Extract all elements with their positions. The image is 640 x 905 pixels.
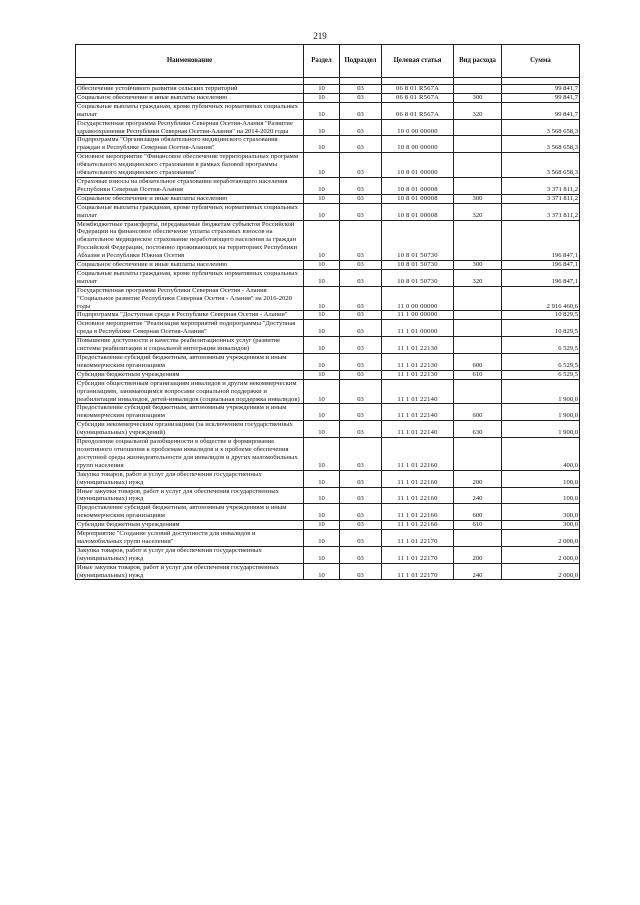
table-row xyxy=(76,521,580,530)
cell-section: 10 xyxy=(304,93,340,102)
cell-sum: 6 529,5 xyxy=(502,370,580,379)
cell-name: Преодоление социальной разобщенности в обществе и формирование позитивного отношения к проблемам инвалидов и к проблеме обеспечения доступной среды жизнедеятельности для инвалидов и других маломобильных групп населения xyxy=(76,438,304,471)
cell-section: 10 xyxy=(304,487,340,504)
cell-sum: 3 371 811,2 xyxy=(502,203,580,220)
cell-target: 11 1 01 22170 xyxy=(382,563,454,580)
cell-subsection: 03 xyxy=(340,102,382,119)
cell-target: 06 8 01 R567A xyxy=(382,102,454,119)
cell-sum: 99 841,7 xyxy=(502,93,580,102)
cell-subsection: 03 xyxy=(340,93,382,102)
cell-expense xyxy=(454,85,502,94)
cell-target: 11 1 01 22170 xyxy=(382,546,454,563)
cell-sum: 100,0 xyxy=(502,470,580,487)
cell-sum: 3 568 658,3 xyxy=(502,119,580,136)
cell-subsection: 03 xyxy=(340,220,382,261)
cell-name: Социальные выплаты гражданам, кроме публичных нормативных социальных выплат xyxy=(76,269,304,286)
cell-subsection: 03 xyxy=(340,337,382,354)
cell-target: 10 8 01 00008 xyxy=(382,177,454,194)
cell-section: 10 xyxy=(304,261,340,270)
cell-expense xyxy=(454,320,502,337)
table-row xyxy=(76,136,580,153)
cell-target: 10 0 00 00000 xyxy=(382,119,454,136)
cell-name: Предоставление субсидий бюджетным, автономным учреждениям и иным некоммерческим организациям xyxy=(76,504,304,521)
cell-sum: 1 900,0 xyxy=(502,421,580,438)
cell-expense: 630 xyxy=(454,421,502,438)
cell-sum: 196 847,1 xyxy=(502,261,580,270)
cell-name: Субсидии общественным организациям инвалидов и другим некоммерческим организациям, занимающимся вопросами социальной поддержки и реабилитации инвалидов, детей-инвалидов (социальная поддержка инвалидов) xyxy=(76,379,304,404)
cell-name: Субсидии бюджетным учреждениям xyxy=(76,521,304,530)
cell-name: Межбюджетные трансферты, передаваемые бюджетам субъектов Российской Федерации на финансовое обеспечение уплаты страховых взносов на обязательное медицинское страхование неработающего населения за граждан Российской Федерации, постоянно проживающих на территориях Республики Абхазия и Республики Южная Осетия xyxy=(76,220,304,261)
cell-name: Социальные выплаты гражданам, кроме публичных нормативных социальных выплат xyxy=(76,203,304,220)
cell-section: 10 xyxy=(304,404,340,421)
cell-target: 06 8 01 R567A xyxy=(382,93,454,102)
table-row xyxy=(76,286,580,311)
header-target: Целевая статья xyxy=(382,45,454,78)
table-row xyxy=(76,85,580,94)
cell-expense: 240 xyxy=(454,563,502,580)
cell-target: 11 1 01 22130 xyxy=(382,370,454,379)
cell-expense: 240 xyxy=(454,487,502,504)
cell-target: 11 1 01 22160 xyxy=(382,438,454,471)
header-expense: Вид расхода xyxy=(454,45,502,78)
cell-expense xyxy=(454,119,502,136)
cell-expense xyxy=(454,337,502,354)
table-header xyxy=(76,45,580,78)
cell-name: Социальное обеспечение и иные выплаты населению xyxy=(76,261,304,270)
cell-section: 10 xyxy=(304,269,340,286)
cell-subsection: 03 xyxy=(340,269,382,286)
table-row xyxy=(76,546,580,563)
cell-section: 10 xyxy=(304,370,340,379)
cell-target: 11 1 01 22170 xyxy=(382,530,454,547)
cell-sum: 3 568 658,3 xyxy=(502,153,580,178)
cell-sum: 1 900,0 xyxy=(502,404,580,421)
cell-name: Подпрограмма "Организация обязательного медицинского страхования граждан в Республике Северная Осетия-Алания" xyxy=(76,136,304,153)
cell-sum: 2 000,0 xyxy=(502,563,580,580)
cell-name: Мероприятие "Создание условий доступности для инвалидов и маломобильных групп населения" xyxy=(76,530,304,547)
cell-expense: 610 xyxy=(454,370,502,379)
cell-name: Социальное обеспечение и иные выплаты населению xyxy=(76,194,304,203)
table-row xyxy=(76,530,580,547)
cell-subsection: 03 xyxy=(340,404,382,421)
cell-section: 10 xyxy=(304,563,340,580)
table-row xyxy=(76,203,580,220)
cell-expense xyxy=(454,136,502,153)
table-row xyxy=(76,177,580,194)
table-row xyxy=(76,487,580,504)
cell-expense: 320 xyxy=(454,269,502,286)
cell-name: Закупка товаров, работ и услуг для обеспечения государственных (муниципальных) нужд xyxy=(76,470,304,487)
cell-sum: 100,0 xyxy=(502,487,580,504)
cell-sum: 2 000,0 xyxy=(502,530,580,547)
cell-sum: 2 916 460,6 xyxy=(502,286,580,311)
table-row xyxy=(76,119,580,136)
cell-sum: 3 568 658,3 xyxy=(502,136,580,153)
cell-subsection: 03 xyxy=(340,370,382,379)
table-body xyxy=(76,78,580,580)
cell-subsection: 03 xyxy=(340,311,382,320)
cell-sum: 400,0 xyxy=(502,438,580,471)
cell-expense: 600 xyxy=(454,354,502,371)
cell-target: 11 1 01 22140 xyxy=(382,404,454,421)
cell-sum: 300,0 xyxy=(502,521,580,530)
cell-section: 10 xyxy=(304,379,340,404)
cell-name: Основное мероприятие "Реализация мероприятий подпрограммы "Доступная среда в Республике Северная Осетия-Алания" xyxy=(76,320,304,337)
cell-sum: 2 000,0 xyxy=(502,546,580,563)
cell-target: 10 8 01 00000 xyxy=(382,153,454,178)
header-subsection: Подраздел xyxy=(340,45,382,78)
cell-section: 10 xyxy=(304,194,340,203)
cell-sum: 196 847,1 xyxy=(502,269,580,286)
header-spacer-row xyxy=(76,78,580,85)
cell-expense xyxy=(454,153,502,178)
cell-target: 11 1 01 22140 xyxy=(382,379,454,404)
cell-expense xyxy=(454,530,502,547)
cell-expense xyxy=(454,177,502,194)
table-row xyxy=(76,93,580,102)
cell-subsection: 03 xyxy=(340,504,382,521)
cell-sum: 3 371 811,2 xyxy=(502,194,580,203)
cell-sum: 99 841,7 xyxy=(502,102,580,119)
table-row xyxy=(76,370,580,379)
header-section: Раздел xyxy=(304,45,340,78)
cell-subsection: 03 xyxy=(340,546,382,563)
cell-section: 10 xyxy=(304,119,340,136)
cell-section: 10 xyxy=(304,438,340,471)
cell-target: 11 1 01 22160 xyxy=(382,521,454,530)
cell-subsection: 03 xyxy=(340,438,382,471)
cell-sum: 3 371 811,2 xyxy=(502,177,580,194)
cell-name: Государственная программа Республики Северная Осетия - Алания "Социальное развитие Республики Северная Осетия - Алания" на 2016-2020 годы xyxy=(76,286,304,311)
cell-target: 11 1 01 22130 xyxy=(382,337,454,354)
cell-subsection: 03 xyxy=(340,136,382,153)
cell-section: 10 xyxy=(304,530,340,547)
page-number: 219 xyxy=(313,31,327,41)
table-row xyxy=(76,320,580,337)
cell-name: Основное мероприятие "Финансовое обеспечение территориальных программ обязательного медицинского страхования в рамках базовой программы обязательного медицинского страхования" xyxy=(76,153,304,178)
cell-target: 10 8 01 00008 xyxy=(382,194,454,203)
table-row xyxy=(76,261,580,270)
cell-expense: 300 xyxy=(454,93,502,102)
table-row xyxy=(76,563,580,580)
table-row xyxy=(76,269,580,286)
cell-target: 11 1 01 22160 xyxy=(382,504,454,521)
cell-subsection: 03 xyxy=(340,119,382,136)
cell-subsection: 03 xyxy=(340,487,382,504)
cell-section: 10 xyxy=(304,320,340,337)
table-row xyxy=(76,504,580,521)
cell-sum: 6 529,5 xyxy=(502,337,580,354)
cell-expense: 600 xyxy=(454,504,502,521)
table-row xyxy=(76,438,580,471)
cell-subsection: 03 xyxy=(340,379,382,404)
cell-sum: 300,0 xyxy=(502,504,580,521)
cell-section: 10 xyxy=(304,470,340,487)
table-row xyxy=(76,220,580,261)
cell-name: Предоставление субсидий бюджетным, автономным учреждениям и иным некоммерческим организациям xyxy=(76,404,304,421)
cell-section: 10 xyxy=(304,286,340,311)
cell-name: Страховые взносы на обязательное страхование неработающего населения Республики Северная Осетия-Алания xyxy=(76,177,304,194)
cell-expense: 610 xyxy=(454,521,502,530)
cell-subsection: 03 xyxy=(340,153,382,178)
cell-section: 10 xyxy=(304,354,340,371)
cell-target: 10 8 01 50730 xyxy=(382,261,454,270)
cell-section: 10 xyxy=(304,337,340,354)
cell-section: 10 xyxy=(304,85,340,94)
table-row xyxy=(76,311,580,320)
cell-subsection: 03 xyxy=(340,261,382,270)
cell-name: Предоставление субсидий бюджетным, автономным учреждениям и иным некоммерческим организациям xyxy=(76,354,304,371)
table-row xyxy=(76,194,580,203)
cell-expense: 600 xyxy=(454,404,502,421)
cell-name: Социальное обеспечение и иные выплаты населению xyxy=(76,93,304,102)
cell-expense: 320 xyxy=(454,203,502,220)
table-row xyxy=(76,153,580,178)
cell-expense: 320 xyxy=(454,102,502,119)
cell-expense xyxy=(454,286,502,311)
cell-name: Субсидии бюджетным учреждениям xyxy=(76,370,304,379)
cell-expense: 300 xyxy=(454,194,502,203)
budget-table xyxy=(75,44,580,580)
cell-name: Повышение доступности и качества реабилитационных услуг (развитие системы реабилитации и социальной интеграции инвалидов) xyxy=(76,337,304,354)
cell-sum: 6 529,5 xyxy=(502,354,580,371)
cell-sum: 10 829,5 xyxy=(502,320,580,337)
cell-expense xyxy=(454,438,502,471)
cell-target: 11 1 01 22140 xyxy=(382,421,454,438)
cell-section: 10 xyxy=(304,102,340,119)
cell-target: 11 1 01 22160 xyxy=(382,470,454,487)
cell-name: Социальные выплаты гражданам, кроме публичных нормативных социальных выплат xyxy=(76,102,304,119)
cell-target: 10 8 01 00008 xyxy=(382,203,454,220)
cell-subsection: 03 xyxy=(340,521,382,530)
table-row xyxy=(76,421,580,438)
cell-subsection: 03 xyxy=(340,470,382,487)
cell-expense xyxy=(454,220,502,261)
cell-target: 11 0 00 00000 xyxy=(382,286,454,311)
cell-expense xyxy=(454,379,502,404)
cell-subsection: 03 xyxy=(340,85,382,94)
cell-name: Подпрограмма "Доступная среда в Республике Северная Осетия - Алания" xyxy=(76,311,304,320)
cell-target: 10 8 01 50730 xyxy=(382,220,454,261)
cell-subsection: 03 xyxy=(340,177,382,194)
cell-section: 10 xyxy=(304,504,340,521)
cell-section: 10 xyxy=(304,521,340,530)
cell-section: 10 xyxy=(304,177,340,194)
cell-target: 11 1 01 22130 xyxy=(382,354,454,371)
cell-subsection: 03 xyxy=(340,286,382,311)
cell-name: Обеспечение устойчивого развития сельских территорий xyxy=(76,85,304,94)
cell-name: Иные закупки товаров, работ и услуг для обеспечения государственных (муниципальных) нужд xyxy=(76,563,304,580)
cell-name: Государственная программа Республики Северная Осетия-Алания "Развитие здравоохранения Республики Северная Осетия-Алания" на 2014-2020 годы xyxy=(76,119,304,136)
cell-subsection: 03 xyxy=(340,421,382,438)
table-row xyxy=(76,102,580,119)
cell-section: 10 xyxy=(304,153,340,178)
cell-target: 10 8 01 50730 xyxy=(382,269,454,286)
cell-expense xyxy=(454,311,502,320)
cell-section: 10 xyxy=(304,136,340,153)
cell-name: Субсидии некоммерческим организациям (за исключением государственных (муниципальных) учреждений) xyxy=(76,421,304,438)
header-sum: Сумма xyxy=(502,45,580,78)
header-row xyxy=(76,45,580,78)
cell-section: 10 xyxy=(304,220,340,261)
cell-target: 11 1 01 22160 xyxy=(382,487,454,504)
cell-target: 10 8 00 00000 xyxy=(382,136,454,153)
table-row xyxy=(76,470,580,487)
cell-sum: 196 847,1 xyxy=(502,220,580,261)
cell-name: Закупка товаров, работ и услуг для обеспечения государственных (муниципальных) нужд xyxy=(76,546,304,563)
cell-subsection: 03 xyxy=(340,563,382,580)
cell-section: 10 xyxy=(304,311,340,320)
cell-subsection: 03 xyxy=(340,203,382,220)
cell-subsection: 03 xyxy=(340,530,382,547)
cell-section: 10 xyxy=(304,546,340,563)
cell-subsection: 03 xyxy=(340,354,382,371)
cell-target: 11 1 00 00000 xyxy=(382,311,454,320)
table-row xyxy=(76,354,580,371)
table-row xyxy=(76,337,580,354)
cell-sum: 10 829,5 xyxy=(502,311,580,320)
cell-expense: 200 xyxy=(454,470,502,487)
cell-expense: 300 xyxy=(454,261,502,270)
cell-name: Иные закупки товаров, работ и услуг для обеспечения государственных (муниципальных) нужд xyxy=(76,487,304,504)
cell-subsection: 03 xyxy=(340,320,382,337)
table-row xyxy=(76,404,580,421)
cell-sum: 99 841,7 xyxy=(502,85,580,94)
cell-section: 10 xyxy=(304,421,340,438)
cell-sum: 1 900,0 xyxy=(502,379,580,404)
cell-subsection: 03 xyxy=(340,194,382,203)
cell-section: 10 xyxy=(304,203,340,220)
cell-target: 06 8 01 R567A xyxy=(382,85,454,94)
cell-target: 11 1 01 00000 xyxy=(382,320,454,337)
cell-expense: 200 xyxy=(454,546,502,563)
table-row xyxy=(76,379,580,404)
header-name: Наименование xyxy=(76,45,304,78)
